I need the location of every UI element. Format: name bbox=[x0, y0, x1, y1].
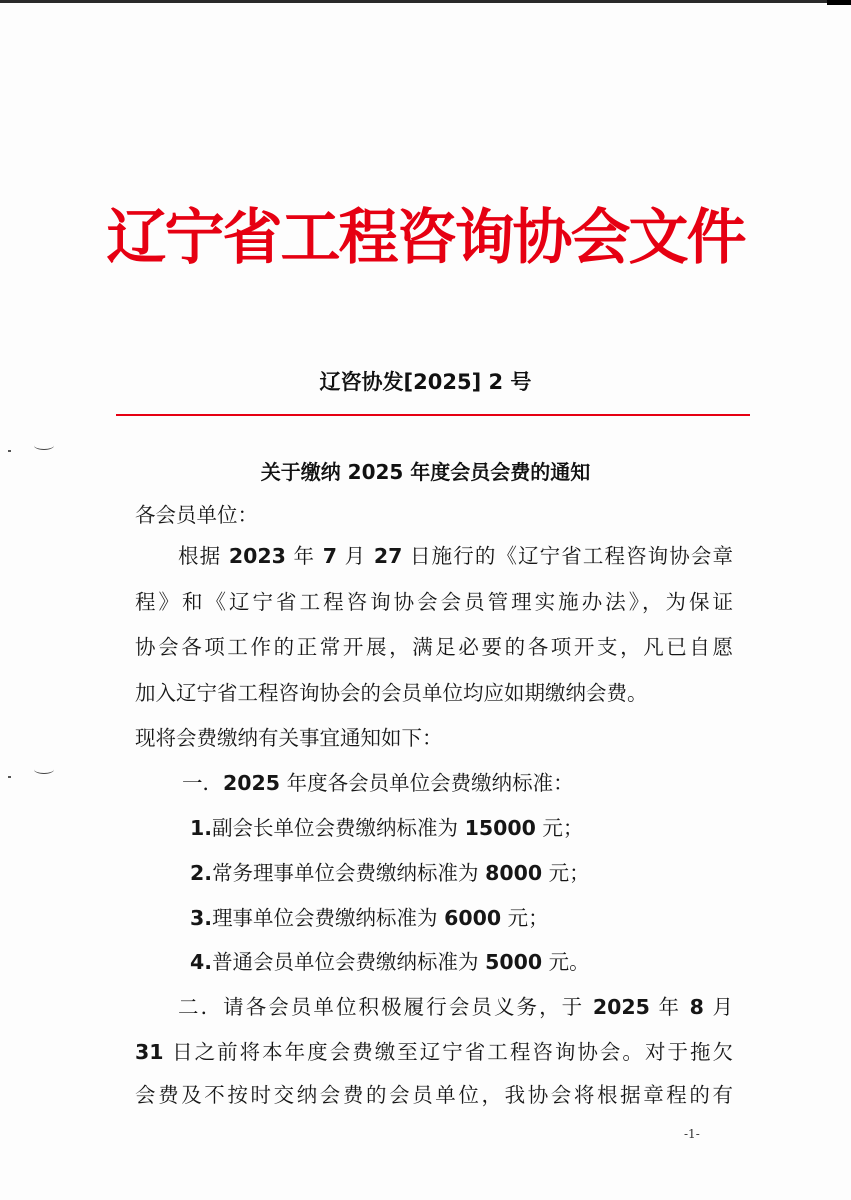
fee-item-3: 3.理事单位会费缴纳标准为 6000 元； bbox=[190, 906, 549, 930]
paragraph-1-line-5: 现将会费缴纳有关事宜通知如下： bbox=[135, 726, 443, 750]
section-1-heading: 一．2025 年度各会员单位会费缴纳标准： bbox=[182, 771, 574, 795]
fee-item-2: 2.常务理事单位会费缴纳标准为 8000 元； bbox=[190, 861, 590, 885]
document-header-title: 辽宁省工程咨询协会文件 bbox=[106, 203, 745, 273]
punch-hole-mark-upper bbox=[34, 441, 54, 450]
red-divider-line bbox=[116, 414, 750, 416]
paragraph-1-line-3: 协会各项工作的正常开展，满足必要的各项开支，凡已自愿 bbox=[135, 635, 733, 659]
page-number: -1- bbox=[684, 1127, 700, 1141]
paragraph-1-line-2: 程》和《辽宁省工程咨询协会会员管理实施办法》，为保证 bbox=[135, 590, 733, 614]
paragraph-1-line-4: 加入辽宁省工程咨询协会的会员单位均应如期缴纳会费。 bbox=[135, 681, 648, 705]
scan-corner-mark bbox=[827, 0, 851, 5]
fee-item-4: 4.普通会员单位会费缴纳标准为 5000 元。 bbox=[190, 950, 590, 974]
salutation: 各会员单位： bbox=[135, 503, 258, 527]
fee-item-1: 1.副会长单位会费缴纳标准为 15000 元； bbox=[190, 816, 584, 840]
scan-speck bbox=[8, 776, 11, 778]
section-2-line-3: 会费及不按时交纳会费的会员单位，我协会将根据章程的有 bbox=[135, 1083, 733, 1107]
section-2-line-2: 31 日之前将本年度会费缴至辽宁省工程咨询协会。对于拖欠 bbox=[135, 1040, 733, 1064]
punch-hole-mark-lower bbox=[34, 765, 54, 774]
scan-speck bbox=[8, 450, 11, 452]
notice-title: 关于缴纳 2025 年度会员会费的通知 bbox=[260, 460, 591, 484]
scan-edge-line bbox=[0, 0, 851, 3]
paragraph-1-line-1: 根据 2023 年 7 月 27 日施行的《辽宁省工程咨询协会章 bbox=[178, 544, 733, 568]
document-number: 辽咨协发[2025] 2 号 bbox=[319, 370, 532, 394]
section-2-line-1: 二．请各会员单位积极履行会员义务，于 2025 年 8 月 bbox=[178, 995, 733, 1019]
